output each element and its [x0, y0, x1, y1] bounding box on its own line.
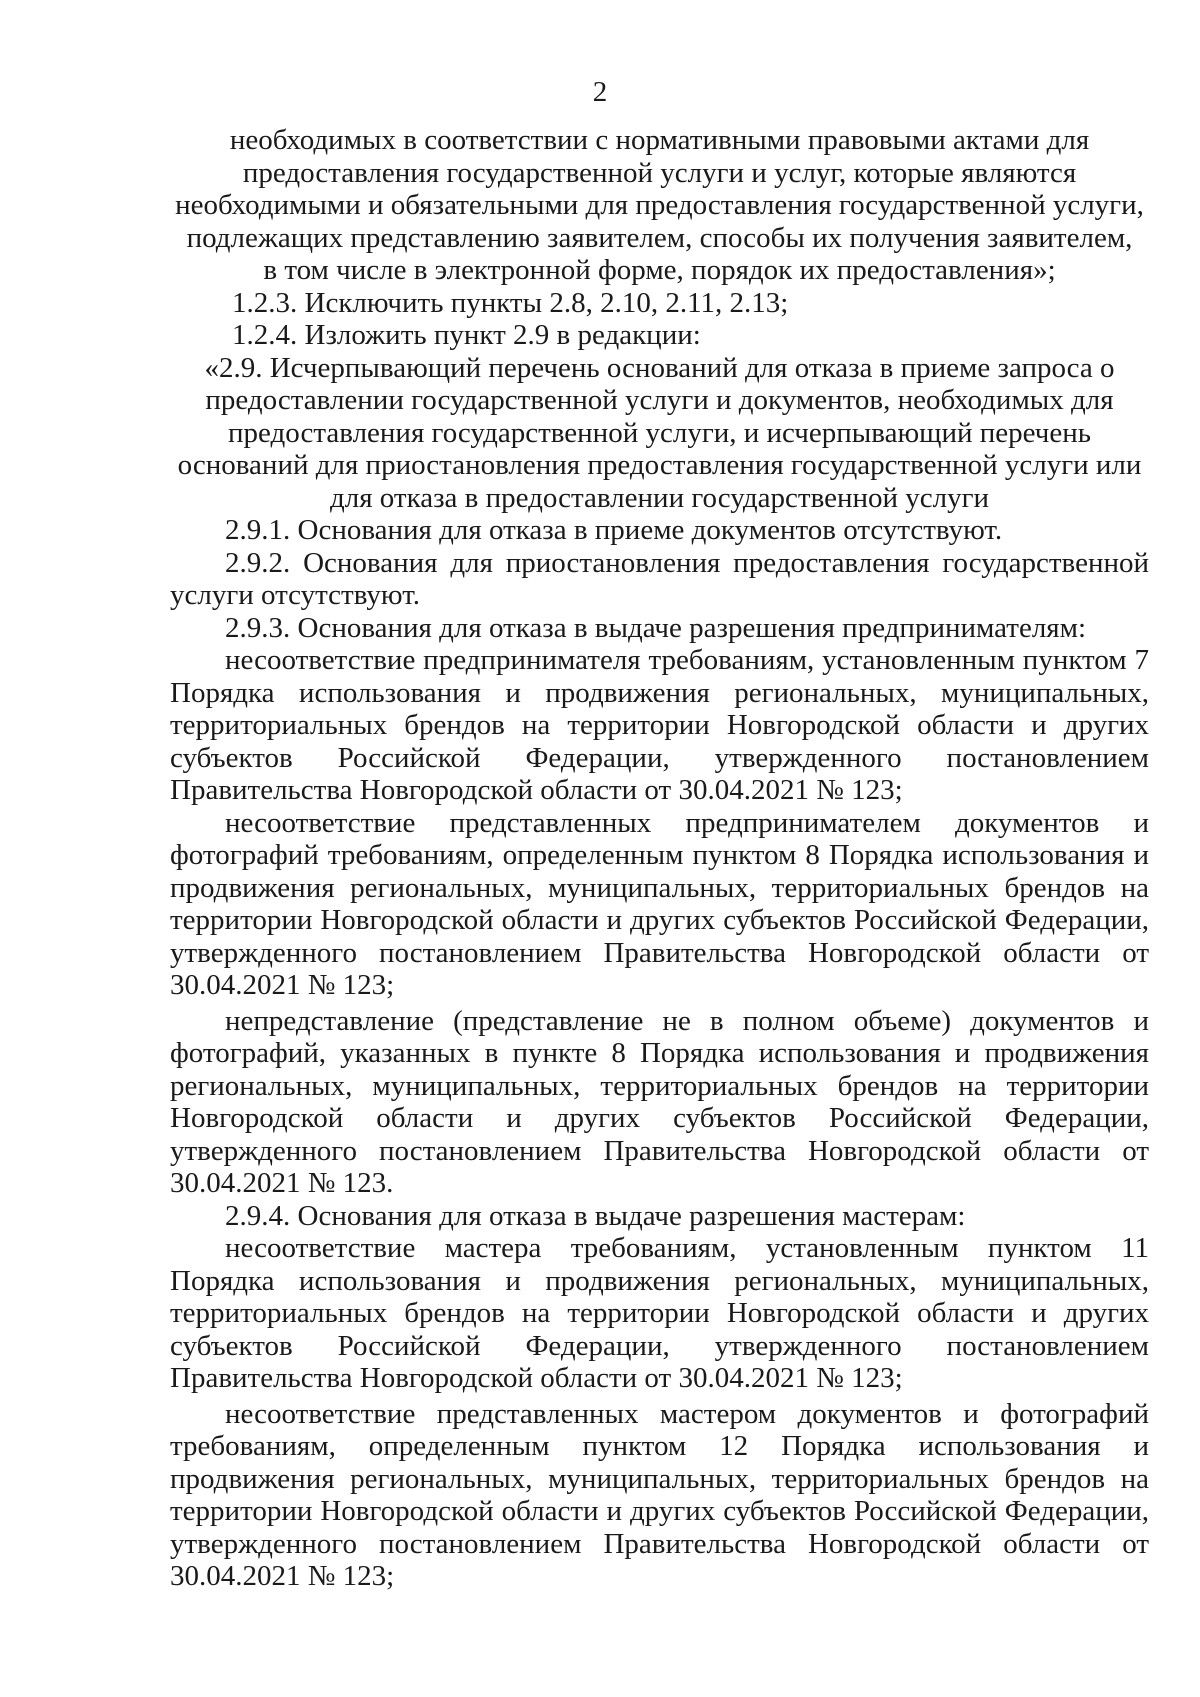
paragraph-2-9-4-b: несоответствие представленных мастером документов и фотографий требованиям, определенным пунктом 12 Порядка использования и продвижения региональных, муниципальных, территориальных брендов на территории Новгородской области и других субъектов Российской Федерации, утвержденного постановлением Правительства Новгородской области от 30.04.2021 № 123;: [170, 1397, 1149, 1592]
paragraph-2-9-3: 2.9.3. Основания для отказа в выдаче разрешения предпринимателям:: [225, 611, 1087, 644]
section-title-line: предоставления государственной услуги, и исчерпывающий перечень: [228, 416, 1091, 449]
heading-tail-line: подлежащих представлению заявителем, способы их получения заявителем,: [186, 221, 1133, 254]
section-title-line: для отказа в предоставлении государственной услуги: [329, 481, 990, 514]
section-title-line: «2.9. Исчерпывающий перечень оснований для отказа в приеме запроса о: [204, 351, 1115, 384]
section-2-9-title: [170, 352, 1149, 515]
item-1-2-3: 1.2.3. Исключить пункты 2.8, 2.10, 2.11, 2.13;: [232, 286, 789, 319]
item-1-2-4: 1.2.4. Изложить пункт 2.9 в редакции:: [232, 319, 701, 351]
paragraph-2-9-4-a: несоответствие мастера требованиям, установленным пунктом 11 Порядка использования и продвижения региональных, муниципальных, территориальных брендов на территории Новгородской области и других субъектов Российской Федерации, утвержденного постановлением Правительства Новгородской области от 30.04.2021 № 123;: [170, 1232, 1149, 1394]
page-number: 2: [592, 76, 608, 108]
section-title-line: предоставлении государственной услуги и документов, необходимых для: [205, 384, 1114, 416]
heading-tail-line: в том числе в электронной форме, порядок их предоставления»;: [263, 254, 1056, 286]
paragraph-2-9-4: 2.9.4. Основания для отказа в выдаче разрешения мастерам:: [225, 1199, 966, 1232]
document-body: [170, 124, 1149, 1593]
paragraph-2-9-3-b: несоответствие представленных предпринимателем документов и фотографий требованиям, определенным пунктом 8 Порядка использования и продвижения региональных, муниципальных, территориальных брендов на территории Новгородской области и других субъектов Российской Федерации, утвержденного постановлением Правительства Новгородской области от 30.04.2021 № 123;: [170, 806, 1149, 1001]
heading-tail: [170, 124, 1149, 287]
heading-tail-line: необходимыми и обязательными для предоставления государственной услуги,: [175, 189, 1144, 221]
section-title-line: оснований для приостановления предоставления государственной услуги или: [177, 449, 1142, 481]
paragraph-2-9-1: 2.9.1. Основания для отказа в приеме документов отсутствуют.: [225, 514, 1003, 546]
heading-tail-line: предоставления государственной услуги и услуг, которые являются: [242, 156, 1077, 189]
paragraph-2-9-3-a: несоответствие предпринимателя требованиям, установленным пунктом 7 Порядка использования и продвижения региональных, муниципальных, территориальных брендов на территории Новгородской области и других субъектов Российской Федерации, утвержденного постановлением Правительства Новгородской области от 30.04.2021 № 123;: [170, 644, 1149, 806]
paragraph-2-9-3-c: непредставление (представление не в полном объеме) документов и фотографий, указанных в пункте 8 Порядка использования и продвижения региональных, муниципальных, территориальных брендов на территории Новгородской области и других субъектов Российской Федерации, утвержденного постановлением Правительства Новгородской области от 30.04.2021 № 123.: [170, 1004, 1149, 1199]
heading-tail-line: необходимых в соответствии с нормативными правовыми актами для: [229, 124, 1090, 156]
paragraph-2-9-2: 2.9.2. Основания для приостановления предоставления государственной услуги отсутствуют.: [170, 546, 1149, 611]
